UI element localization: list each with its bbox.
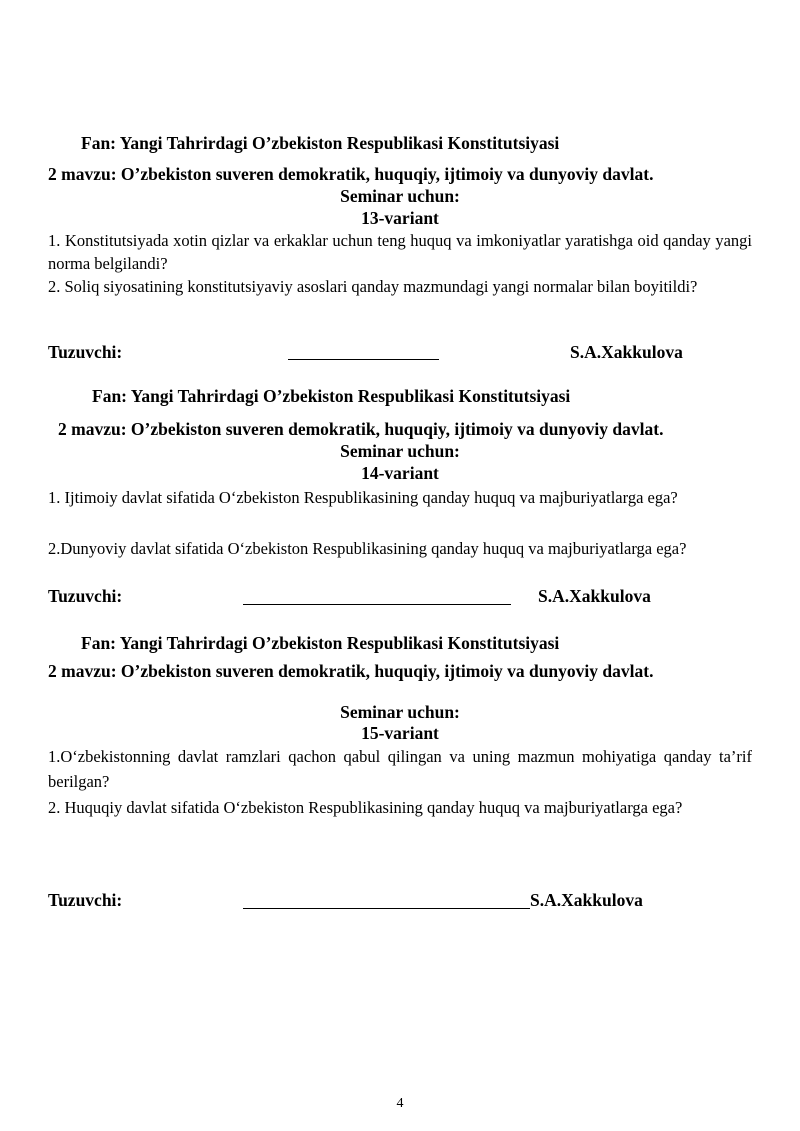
seminar-label: Seminar uchun: <box>340 441 460 461</box>
compiler-name: S.A.Xakkulova <box>530 890 643 910</box>
compiler-name: S.A.Xakkulova <box>538 586 651 606</box>
seminar-label: Seminar uchun: <box>340 702 460 722</box>
variant-title: 15-variant <box>361 723 439 743</box>
course-title: Fan: Yangi Tahrirdagi O’zbekiston Respublikasi Konstitutsiyasi <box>92 386 571 406</box>
question-2: 2. Huquqiy davlat sifatida O‘zbekiston Respublikasining qanday huquq va majburiyatlarga ega? <box>48 798 683 817</box>
seminar-label: Seminar uchun: <box>340 186 460 206</box>
topic-title: 2 mavzu: O’zbekiston suveren demokratik, huquqiy, ijtimoiy va dunyoviy davlat. <box>58 419 664 439</box>
question-2: 2. Soliq siyosatining konstitutsiyaviy asoslari qanday mazmundagi yangi normalar bilan boyitildi? <box>48 277 698 296</box>
compiler-label: Tuzuvchi: <box>48 342 123 362</box>
question-2: 2.Dunyoviy davlat sifatida O‘zbekiston Respublikasining qanday huquq va majburiyatlarga ega? <box>48 539 687 558</box>
compiler-name: S.A.Xakkulova <box>570 342 683 362</box>
variant-title: 13-variant <box>361 208 439 228</box>
page-number: 4 <box>396 1096 404 1111</box>
signature-line <box>288 359 439 360</box>
topic-title: 2 mavzu: O’zbekiston suveren demokratik, huquqiy, ijtimoiy va dunyoviy davlat. <box>48 164 654 184</box>
question-1: 1. Konstitutsiyada xotin qizlar va erkaklar uchun teng huquq va imkoniyatlar yaratishga oid qanday yangi norma belgilandi? <box>48 231 752 273</box>
compiler-label: Tuzuvchi: <box>48 586 123 606</box>
question-1: 1.O‘zbekistonning davlat ramzlari qachon qabul qilingan va uning mazmun mohiyatiga qanday ta’rif berilgan? <box>48 747 752 791</box>
signature-line <box>243 604 511 605</box>
variant-title: 14-variant <box>361 463 439 483</box>
signature-line <box>243 908 530 909</box>
compiler-label: Tuzuvchi: <box>48 890 123 910</box>
topic-title: 2 mavzu: O’zbekiston suveren demokratik, huquqiy, ijtimoiy va dunyoviy davlat. <box>48 661 654 681</box>
question-1: 1. Ijtimoiy davlat sifatida O‘zbekiston Respublikasining qanday huquq va majburiyatlarga ega? <box>48 488 678 507</box>
course-title: Fan: Yangi Tahrirdagi O’zbekiston Respublikasi Konstitutsiyasi <box>81 633 560 653</box>
course-title: Fan: Yangi Tahrirdagi O’zbekiston Respublikasi Konstitutsiyasi <box>81 133 560 153</box>
